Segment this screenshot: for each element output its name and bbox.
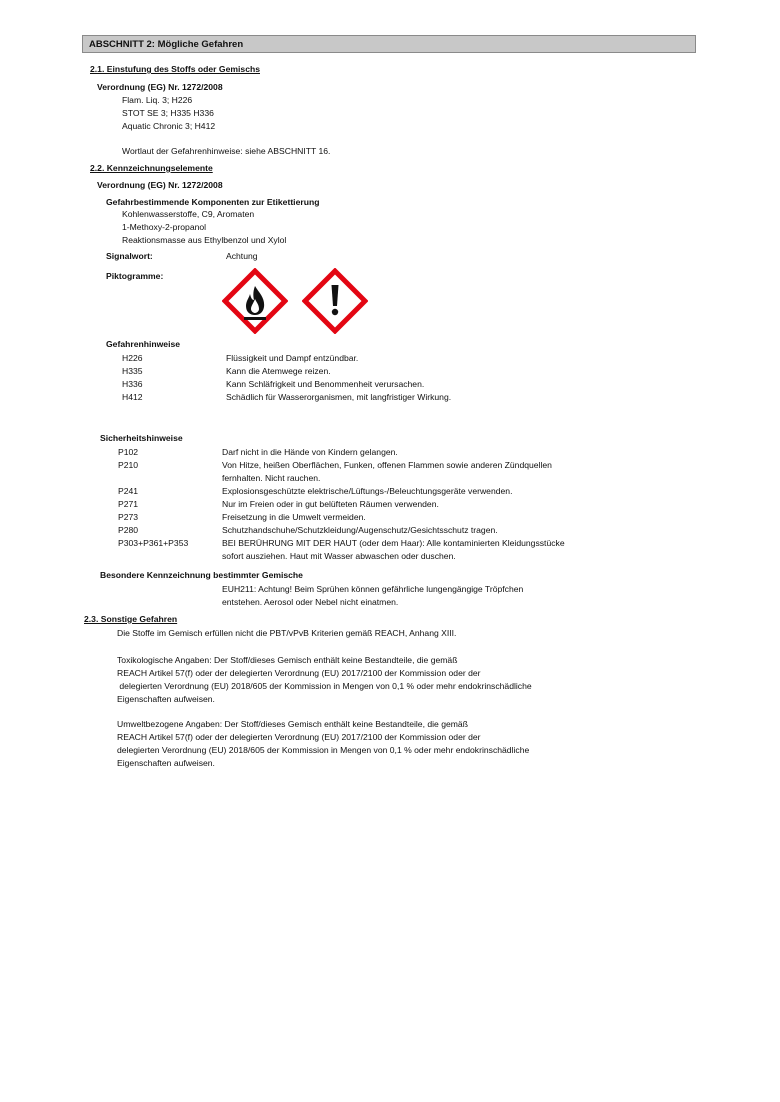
precaution-text: Nur im Freien oder in gut belüfteten Räumen verwenden. [222, 499, 439, 509]
hazard-code: H412 [122, 392, 143, 402]
precaution-text: fernhalten. Nicht rauchen. [222, 473, 321, 483]
regulation-label: Verordnung (EG) Nr. 1272/2008 [97, 180, 223, 190]
section-header [82, 35, 696, 53]
precaution-text: Darf nicht in die Hände von Kindern gelangen. [222, 447, 398, 457]
precaution-code: P241 [118, 486, 139, 496]
classification-item: Flam. Liq. 3; H226 [122, 95, 193, 105]
pictograms-label: Piktogramme: [106, 271, 164, 281]
special-labelling-text: EUH211: Achtung! Beim Sprühen können gefährliche lungengängige Tröpfchen [222, 584, 524, 594]
section-2-3-title: 2.3. Sonstige Gefahren [84, 614, 178, 624]
precaution-text: BEI BERÜHRUNG MIT DER HAUT (oder dem Haar): Alle kontaminierten Kleidungsstücke [222, 538, 565, 548]
precautionary-statements-heading: Sicherheitshinweise [100, 433, 183, 443]
component-item: 1-Methoxy-2-propanol [122, 222, 207, 232]
classification-item: Aquatic Chronic 3; H412 [122, 121, 216, 131]
paragraph-line: Eigenschaften aufweisen. [117, 694, 215, 704]
classification-item: STOT SE 3; H335 H336 [122, 108, 214, 118]
component-item: Reaktionsmasse aus Ethylbenzol und Xylol [122, 235, 287, 245]
section-2-2-title: 2.2. Kennzeichnungselemente [90, 163, 213, 173]
paragraph-line: delegierten Verordnung (EU) 2018/605 der Kommission in Mengen von 0,1 % oder mehr endokrinschädliche [117, 745, 530, 755]
regulation-label: Verordnung (EG) Nr. 1272/2008 [97, 82, 223, 92]
paragraph-line: REACH Artikel 57(f) oder der delegierten Verordnung (EU) 2017/2100 der Kommission oder der [117, 668, 481, 678]
toxicological-paragraph [117, 654, 637, 706]
paragraph-line: REACH Artikel 57(f) oder der delegierten Verordnung (EU) 2017/2100 der Kommission oder der [117, 732, 481, 742]
signal-word-value: Achtung [226, 251, 258, 261]
precaution-code: P210 [118, 460, 139, 470]
hazard-text: Kann die Atemwege reizen. [226, 366, 331, 376]
exclamation-icon [302, 268, 368, 334]
paragraph-line: Eigenschaften aufweisen. [117, 758, 215, 768]
paragraph-line: delegierten Verordnung (EU) 2018/605 der Kommission in Mengen von 0,1 % oder mehr endokrinschädliche [117, 681, 532, 691]
pbt-statement: Die Stoffe im Gemisch erfüllen nicht die PBT/vPvB Kriterien gemäß REACH, Anhang XIII. [117, 628, 457, 638]
environmental-paragraph [117, 718, 637, 770]
precaution-text: Explosionsgeschützte elektrische/Lüftungs-/Beleuchtungsgeräte verwenden. [222, 486, 513, 496]
precaution-text: Freisetzung in die Umwelt vermeiden. [222, 512, 366, 522]
components-heading: Gefahrbestimmende Komponenten zur Etikettierung [106, 197, 320, 207]
precaution-code: P273 [118, 512, 139, 522]
special-labelling-text: entstehen. Aerosol oder Nebel nicht einatmen. [222, 597, 399, 607]
hazard-code: H335 [122, 366, 143, 376]
paragraph-line: Umweltbezogene Angaben: Der Stoff/dieses Gemisch enthält keine Bestandteile, die gemäß [117, 719, 468, 729]
hazard-wording-note: Wortlaut der Gefahrenhinweise: siehe ABSCHNITT 16. [122, 146, 331, 156]
precaution-text: Von Hitze, heißen Oberflächen, Funken, offenen Flammen sowie anderen Zündquellen [222, 460, 552, 470]
precaution-code: P280 [118, 525, 139, 535]
paragraph-line: Toxikologische Angaben: Der Stoff/dieses Gemisch enthält keine Bestandteile, die gemäß [117, 655, 458, 665]
hazard-statements-heading: Gefahrenhinweise [106, 339, 181, 349]
precaution-text: sofort ausziehen. Haut mit Wasser abwaschen oder duschen. [222, 551, 456, 561]
hazard-text: Schädlich für Wasserorganismen, mit langfristiger Wirkung. [226, 392, 452, 402]
hazard-code: H336 [122, 379, 143, 389]
special-labelling-heading: Besondere Kennzeichnung bestimmter Gemische [100, 570, 303, 580]
precaution-code: P271 [118, 499, 139, 509]
hazard-text: Kann Schläfrigkeit und Benommenheit verursachen. [226, 379, 425, 389]
component-item: Kohlenwasserstoffe, C9, Aromaten [122, 209, 255, 219]
precaution-code: P102 [118, 447, 139, 457]
hazard-text: Flüssigkeit und Dampf entzündbar. [226, 353, 359, 363]
flame-icon [222, 268, 288, 334]
precaution-text: Schutzhandschuhe/Schutzkleidung/Augenschutz/Gesichtsschutz tragen. [222, 525, 498, 535]
precaution-code: P303+P361+P353 [118, 538, 189, 548]
section-2-1-title: 2.1. Einstufung des Stoffs oder Gemischs [90, 64, 260, 74]
signal-word-label: Signalwort: [106, 251, 153, 261]
hazard-code: H226 [122, 353, 143, 363]
section-header-title: ABSCHNITT 2: Mögliche Gefahren [89, 39, 244, 50]
